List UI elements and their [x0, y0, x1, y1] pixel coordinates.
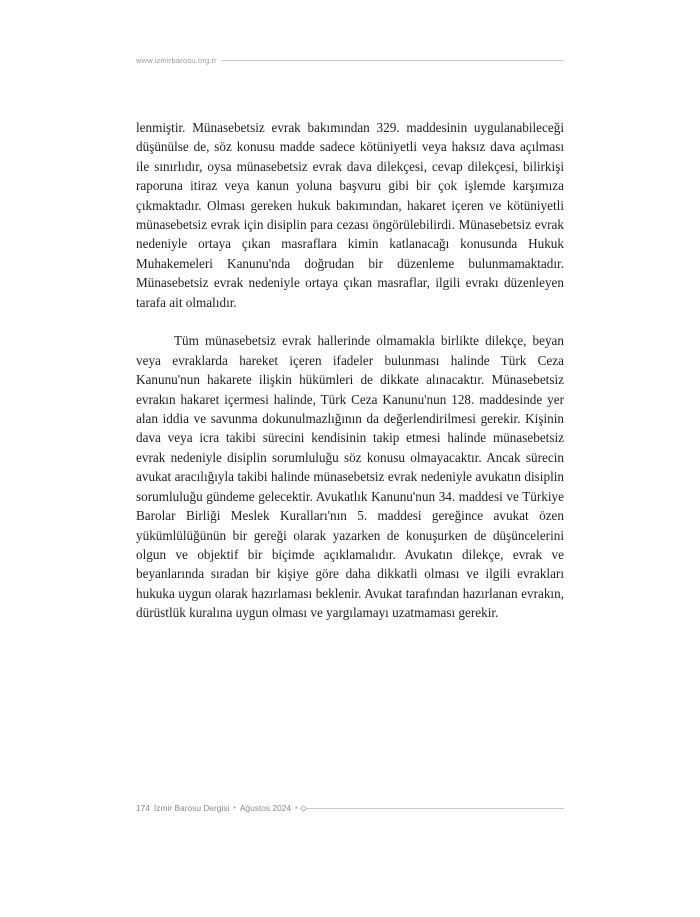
- header-rule: [221, 60, 564, 61]
- page-footer: [136, 801, 564, 815]
- header-url: www.izmirbarosu.org.tr: [136, 55, 217, 65]
- footer-rule: [298, 806, 564, 811]
- paragraph-1: lenmiştir. Münasebetsiz evrak bakımından 329. maddesinin uygulanabileceği düşünülse de, söz konusu madde sadece kötüniyetli veya haksız dava açılması ile sınırlıdır, oysa münasebetsiz evrak dava dilekçesi, cevap dilekçesi, bilirkişi raporuna itiraz veya kanun yoluna başvuru gibi bir çok işlemde karşımıza çıkmaktadır. Olması gereken hukuk bakımından, hakaret içeren ve kötüniyetli münasebetsiz evrak için disiplin para cezası öngörülebilirdi. Münasebetsiz evrak nedeniyle ortaya çıkan masraflara kimin katlanacağı konusunda Hukuk Muhakemeleri Kanunu'nda doğrudan bir düzenleme bulunmamaktadır. Münasebetsiz evrak nedeniyle ortaya çıkan masraflar, ilgili evrakı düzenleyen tarafa ait olmalıdır.: [136, 120, 564, 310]
- footer-text: [136, 803, 298, 813]
- footer-separator: •: [233, 804, 236, 812]
- article-body: [136, 118, 564, 623]
- footer-separator-end: •: [295, 804, 298, 812]
- footer-diamond-icon: [299, 804, 306, 811]
- journal-name: İzmir Barosu Dergisi: [153, 803, 230, 813]
- footer-rule-line: [307, 808, 564, 809]
- page-header: [136, 54, 564, 66]
- paragraph-2: Tüm münasebetsiz evrak hallerinde olmamakla birlikte dilekçe, beyan veya evraklarda hareket içeren ifadeler bulunması halinde Türk Ceza Kanunu'nun hakarete ilişkin hükümleri de dikkate alınacaktır. Münasebetsiz evrakın hakaret içermesi halinde, Türk Ceza Kanunu'nun 128. maddesinde yer alan iddia ve savunma dokunulmazlığının da değerlendirilmesi gerekir. Kişinin dava veya icra takibi sürecini kendisinin takip etmesi halinde münasebetsiz evrak nedeniyle disiplin sorumluluğu söz konusu olmayacaktır. Ancak sürecin avukat aracılığıyla takibi halinde münasebetsiz evrak nedeniyle avukatın disiplin sorumluluğu gündeme gelecektir. Avukatlık Kanunu'nun 34. maddesi ve Türkiye Barolar Birliği Meslek Kuralları'nın 5. maddesi gereğince avukat özen yükümlülüğünün bir gereği olarak yazarken de konuşurken de düşüncelerini olgun ve objektif bir biçimde açıklamalıdır. Avukatın dilekçe, evrak ve beyanlarında sıradan bir kişiye göre daha dikkatli olması ve ilgili evrakları hukuka uygun olarak hazırlaması beklenir. Avukat tarafından hazırlanan evrakın, dürüstlük kuralına uygun olması ve yargılamayı uzatmaması gerekir.: [136, 333, 564, 621]
- issue-date: Ağustos 2024: [239, 803, 292, 813]
- page-number: 174: [136, 803, 150, 813]
